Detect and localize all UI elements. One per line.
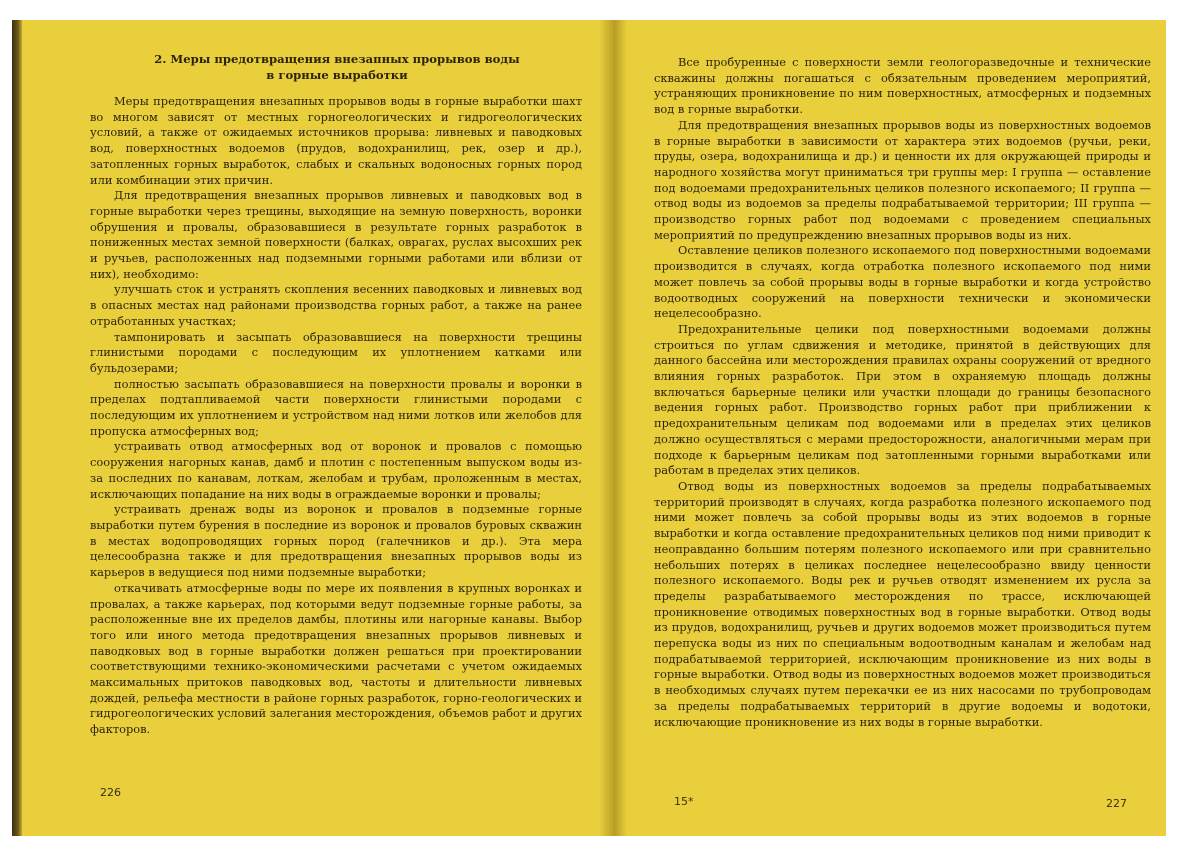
right-page-body bbox=[654, 55, 1151, 730]
signature-mark: 15* bbox=[674, 795, 694, 808]
paragraph: устраивать дренаж воды из воронок и провалов в подземные горные выработки путем бурения в последние из воронок и провалов буровых скважин в местах водопроводящих горных пород (галечников и др.). Эта мера целесообразна также и для предотвращения внезапных прорывов воды из карьеров в ведущиеся под ними подземные выработки; bbox=[90, 502, 582, 580]
paragraph: улучшать сток и устранять скопления весенних паводковых и ливневых вод в опасных местах над районами производства горных работ, а также на ранее отработанных участках; bbox=[90, 282, 582, 328]
book-edge-shadow bbox=[12, 20, 22, 836]
page-number-right: 227 bbox=[1106, 797, 1127, 810]
right-page bbox=[624, 20, 1164, 836]
scanned-book-spread bbox=[12, 20, 1166, 836]
paragraph: Меры предотвращения внезапных прорывов воды в горные выработки шахт во многом зависят от местных горногеологических и гидрогеологических условий, а также от ожидаемых источников прорыва: ливневых и паводковых вод, поверхностных водоемов (прудов, водохранилищ, рек, озер и др.), затопленных горных выработок, слабых и скальных водоносных горных пород или комбинации этих причин. bbox=[90, 94, 582, 187]
section-title-text: 2. Меры предотвращения внезапных прорывов воды в горные выработки bbox=[154, 52, 520, 82]
paragraph: Для предотвращения внезапных прорывов ливневых и паводковых вод в горные выработки через трещины, выходящие на земную поверхность, воронки обрушения и провалы, образовавшиеся в результате горных разработок в пониженных местах земной поверхности (балках, оврагах, руслах высохших рек и ручьев, расположенных над подземными горными работами или вблизи от них), необходимо: bbox=[90, 188, 582, 281]
paragraph: Для предотвращения внезапных прорывов воды из поверхностных водоемов в горные выработки в зависимости от характера этих водоемов (ручьи, реки, пруды, озера, водохранилища и др.) и ценности их для окружающей природы и народного хозяйства могут приниматься три группы мер: I группа — оставление под водоемами предохранительных целиков полезного ископаемого; II группа — отвод воды из водоемов за пределы подрабатываемой территории; III группа — производство горных работ под водоемами с проведением специальных мероприятий по предупреждению внезапных прорывов воды из них. bbox=[654, 117, 1151, 242]
paragraph: Оставление целиков полезного ископаемого под поверхностными водоемами производится в случаях, когда отработка полезного ископаемого под ними может повлечь за собой прорывы воды в горные выработки и когда устройство водоотводных сооружений на поверхности технически и экономически нецелесообразно. bbox=[654, 243, 1151, 321]
paragraph: Отвод воды из поверхностных водоемов за пределы подрабатываемых территорий производят в случаях, когда разработка полезного ископаемого под ними может повлечь за собой прорывы воды из этих водоемов в горные выработки и когда оставление предохранительных целиков под ними приводит к неоправданно большим потерям полезного ископаемого или при сравнительно небольших потерях в целиках последнее нецелесообразно ввиду ценности полезного ископаемого. Воды рек и ручьев отводят изменением их русла за пределы разрабатываемого месторождения по трассе, исключающей проникновение отводимых поверхностных вод в горные выработки. Отвод воды из прудов, водохранилищ, ручьев и других водоемов может производиться путем перепуска воды из них по специальным водоотводным каналам и желобам над подрабатываемой территорией, исключающим проникновение из них воды в горные выработки. Отвод воды из поверхностных водоемов может производиться в необходимых случаях путем перекачки ее из них насосами по трубопроводам за пределы подрабатываемых территорий в другие водоемы и водотоки, исключающие проникновение из них воды в горные выработки. bbox=[654, 478, 1151, 729]
paragraph: устраивать отвод атмосферных вод от воронок и провалов с помощью сооружения нагорных канав, дамб и плотин с постепенным выпуском воды из-за последних по канавам, лоткам, желобам и трубам, проложенным в местах, исключающих попадание на них воды в ограждаемые воронки и провалы; bbox=[90, 439, 582, 501]
paragraph: откачивать атмосферные воды по мере их появления в крупных воронках и провалах, а также карьерах, под которыми ведут подземные горные работы, за расположенные вне их пределов дамбы, плотины или нагорные канавы. Выбор того или иного метода предотвращения внезапных прорывов ливневых и паводковых вод в горные выработки должен решаться при проектировании соответствующими технико-экономическими расчетами с учетом ожидаемых максимальных притоков паводковых вод, частоты и длительности ливневых дождей, рельефа местности в районе горных разработок, горно-геологических и гидрогеологических условий залегания месторождения, объемов работ и других факторов. bbox=[90, 580, 582, 737]
left-page bbox=[22, 20, 602, 836]
paragraph: тампонировать и засыпать образовавшиеся на поверхности трещины глинистыми породами с последующим их уплотнением катками или бульдозерами; bbox=[90, 329, 582, 375]
paragraph: Предохранительные целики под поверхностными водоемами должны строиться по углам сдвижения и методике, принятой в действующих для данного бассейна или месторождения правилах охраны сооружений от вредного влияния горных разработок. При этом в охраняемую площадь должны включаться барьерные целики или участки площади до границы безопасного ведения горных работ. Производство горных работ при приближении к предохранительным целикам под водоемами или в пределах этих целиков должно осуществляться с мерами предосторожности, аналогичными мерам при подходе к барьерным целикам под затопленными горными выработками или работам в пределах этих целиков. bbox=[654, 321, 1151, 478]
left-page-body bbox=[90, 94, 582, 738]
paragraph: Все пробуренные с поверхности земли геологоразведочные и технические скважины должны погашаться с обязательным проведением мероприятий, устраняющих проникновение по ним поверхностных, атмосферных и подземных вод в горные выработки. bbox=[654, 55, 1151, 117]
section-title bbox=[102, 52, 572, 83]
paragraph: полностью засыпать образовавшиеся на поверхности провалы и воронки в пределах подтапливаемой части поверхности глинистыми породами с последующим их уплотнением и устройством над ними лотков или желобов для пропуска атмосферных вод; bbox=[90, 376, 582, 438]
page-number-left: 226 bbox=[100, 786, 121, 799]
book-gutter bbox=[599, 20, 627, 836]
